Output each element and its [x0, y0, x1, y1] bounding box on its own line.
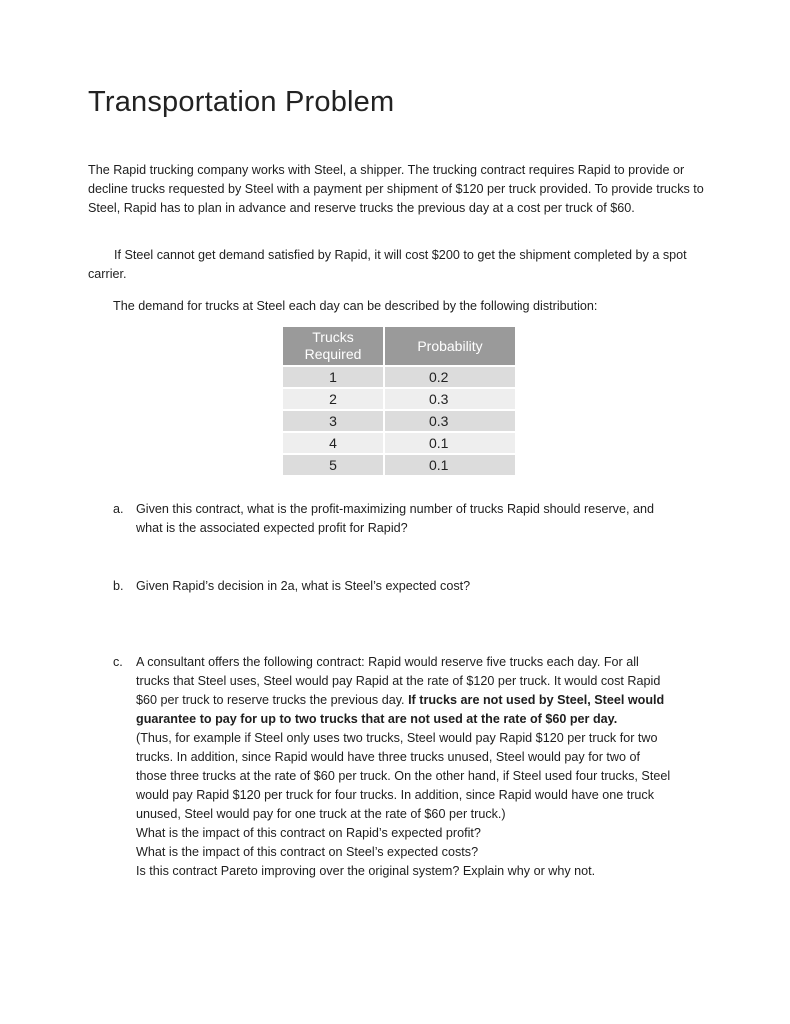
question-c-line: trucks that Steel uses, Steel would pay Rapid at the rate of $120 per truck. It would cost Rapid — [136, 674, 661, 688]
cell-trucks: 2 — [283, 389, 383, 409]
spot-carrier-paragraph: If Steel cannot get demand satisfied by Rapid, it will cost $200 to get the shipment completed by a spot carrier. — [88, 248, 687, 281]
demand-distribution-table — [283, 325, 515, 477]
question-c-line — [136, 691, 706, 710]
table-row — [283, 389, 515, 409]
question-c-line: Is this contract Pareto improving over the original system? Explain why or why not. — [136, 864, 596, 878]
cell-probability: 0.2 — [383, 367, 515, 387]
question-b-text — [136, 577, 706, 596]
question-b-line: Given Rapid’s decision in 2a, what is Steel’s expected cost? — [136, 579, 471, 593]
question-c-line: What is the impact of this contract on Rapid’s expected profit? — [136, 826, 481, 840]
question-c-bold-line: guarantee to pay for up to two trucks that are not used at the rate of $60 per day. — [136, 712, 618, 726]
table-row — [283, 411, 515, 431]
question-c-normal-text: $60 per truck to reserve trucks the previous day. — [136, 693, 409, 707]
question-c-label: c. — [113, 655, 123, 669]
question-a-label: a. — [113, 502, 124, 516]
question-c-line: (Thus, for example if Steel only uses two trucks, Steel would pay Rapid $120 per truck for two — [136, 731, 658, 745]
question-c-line: What is the impact of this contract on Steel’s expected costs? — [136, 845, 479, 859]
question-a-line: Given this contract, what is the profit-maximizing number of trucks Rapid should reserve, and — [136, 502, 654, 516]
table-row — [283, 367, 515, 387]
question-c-line: would pay Rapid $120 per truck for four trucks. In addition, since Rapid would have one truck — [136, 788, 655, 802]
question-c-text — [136, 653, 706, 881]
cell-probability: 0.1 — [383, 433, 515, 453]
page-title: Transportation Problem — [88, 86, 395, 118]
cell-probability: 0.1 — [383, 455, 515, 475]
cell-probability: 0.3 — [383, 389, 515, 409]
question-a-text — [136, 500, 706, 538]
table-header-row — [283, 327, 515, 365]
cell-trucks: 1 — [283, 367, 383, 387]
cell-trucks: 3 — [283, 411, 383, 431]
question-c-bold-text: If trucks are not used by Steel, Steel would — [408, 693, 665, 707]
cell-probability: 0.3 — [383, 411, 515, 431]
cell-trucks: 4 — [283, 433, 383, 453]
question-c-line: those three trucks at the rate of $60 per truck. On the other hand, if Steel used four trucks, Steel — [136, 769, 671, 783]
demand-paragraph: The demand for trucks at Steel each day can be described by the following distribution: — [113, 299, 598, 313]
table-row — [283, 433, 515, 453]
question-a-line: what is the associated expected profit for Rapid? — [136, 521, 408, 535]
table-row — [283, 455, 515, 475]
header-probability: Probability — [383, 327, 515, 365]
question-c-line: trucks. In addition, since Rapid would have three trucks unused, Steel would pay for two of — [136, 750, 641, 764]
question-c-line: unused, Steel would pay for one truck at the rate of $60 per truck.) — [136, 807, 506, 821]
cell-trucks: 5 — [283, 455, 383, 475]
intro-paragraph: The Rapid trucking company works with Steel, a shipper. The trucking contract requires Rapid to provide or decline trucks requested by Steel with a payment per shipment of $120 per truck provided. To provide trucks to Steel, Rapid has to plan in advance and reserve trucks the previous day at a cost per truck of $60. — [88, 163, 704, 215]
header-trucks-required: Trucks Required — [283, 327, 383, 365]
question-c-line: A consultant offers the following contract: Rapid would reserve five trucks each day. For all — [136, 655, 639, 669]
question-b-label: b. — [113, 579, 124, 593]
